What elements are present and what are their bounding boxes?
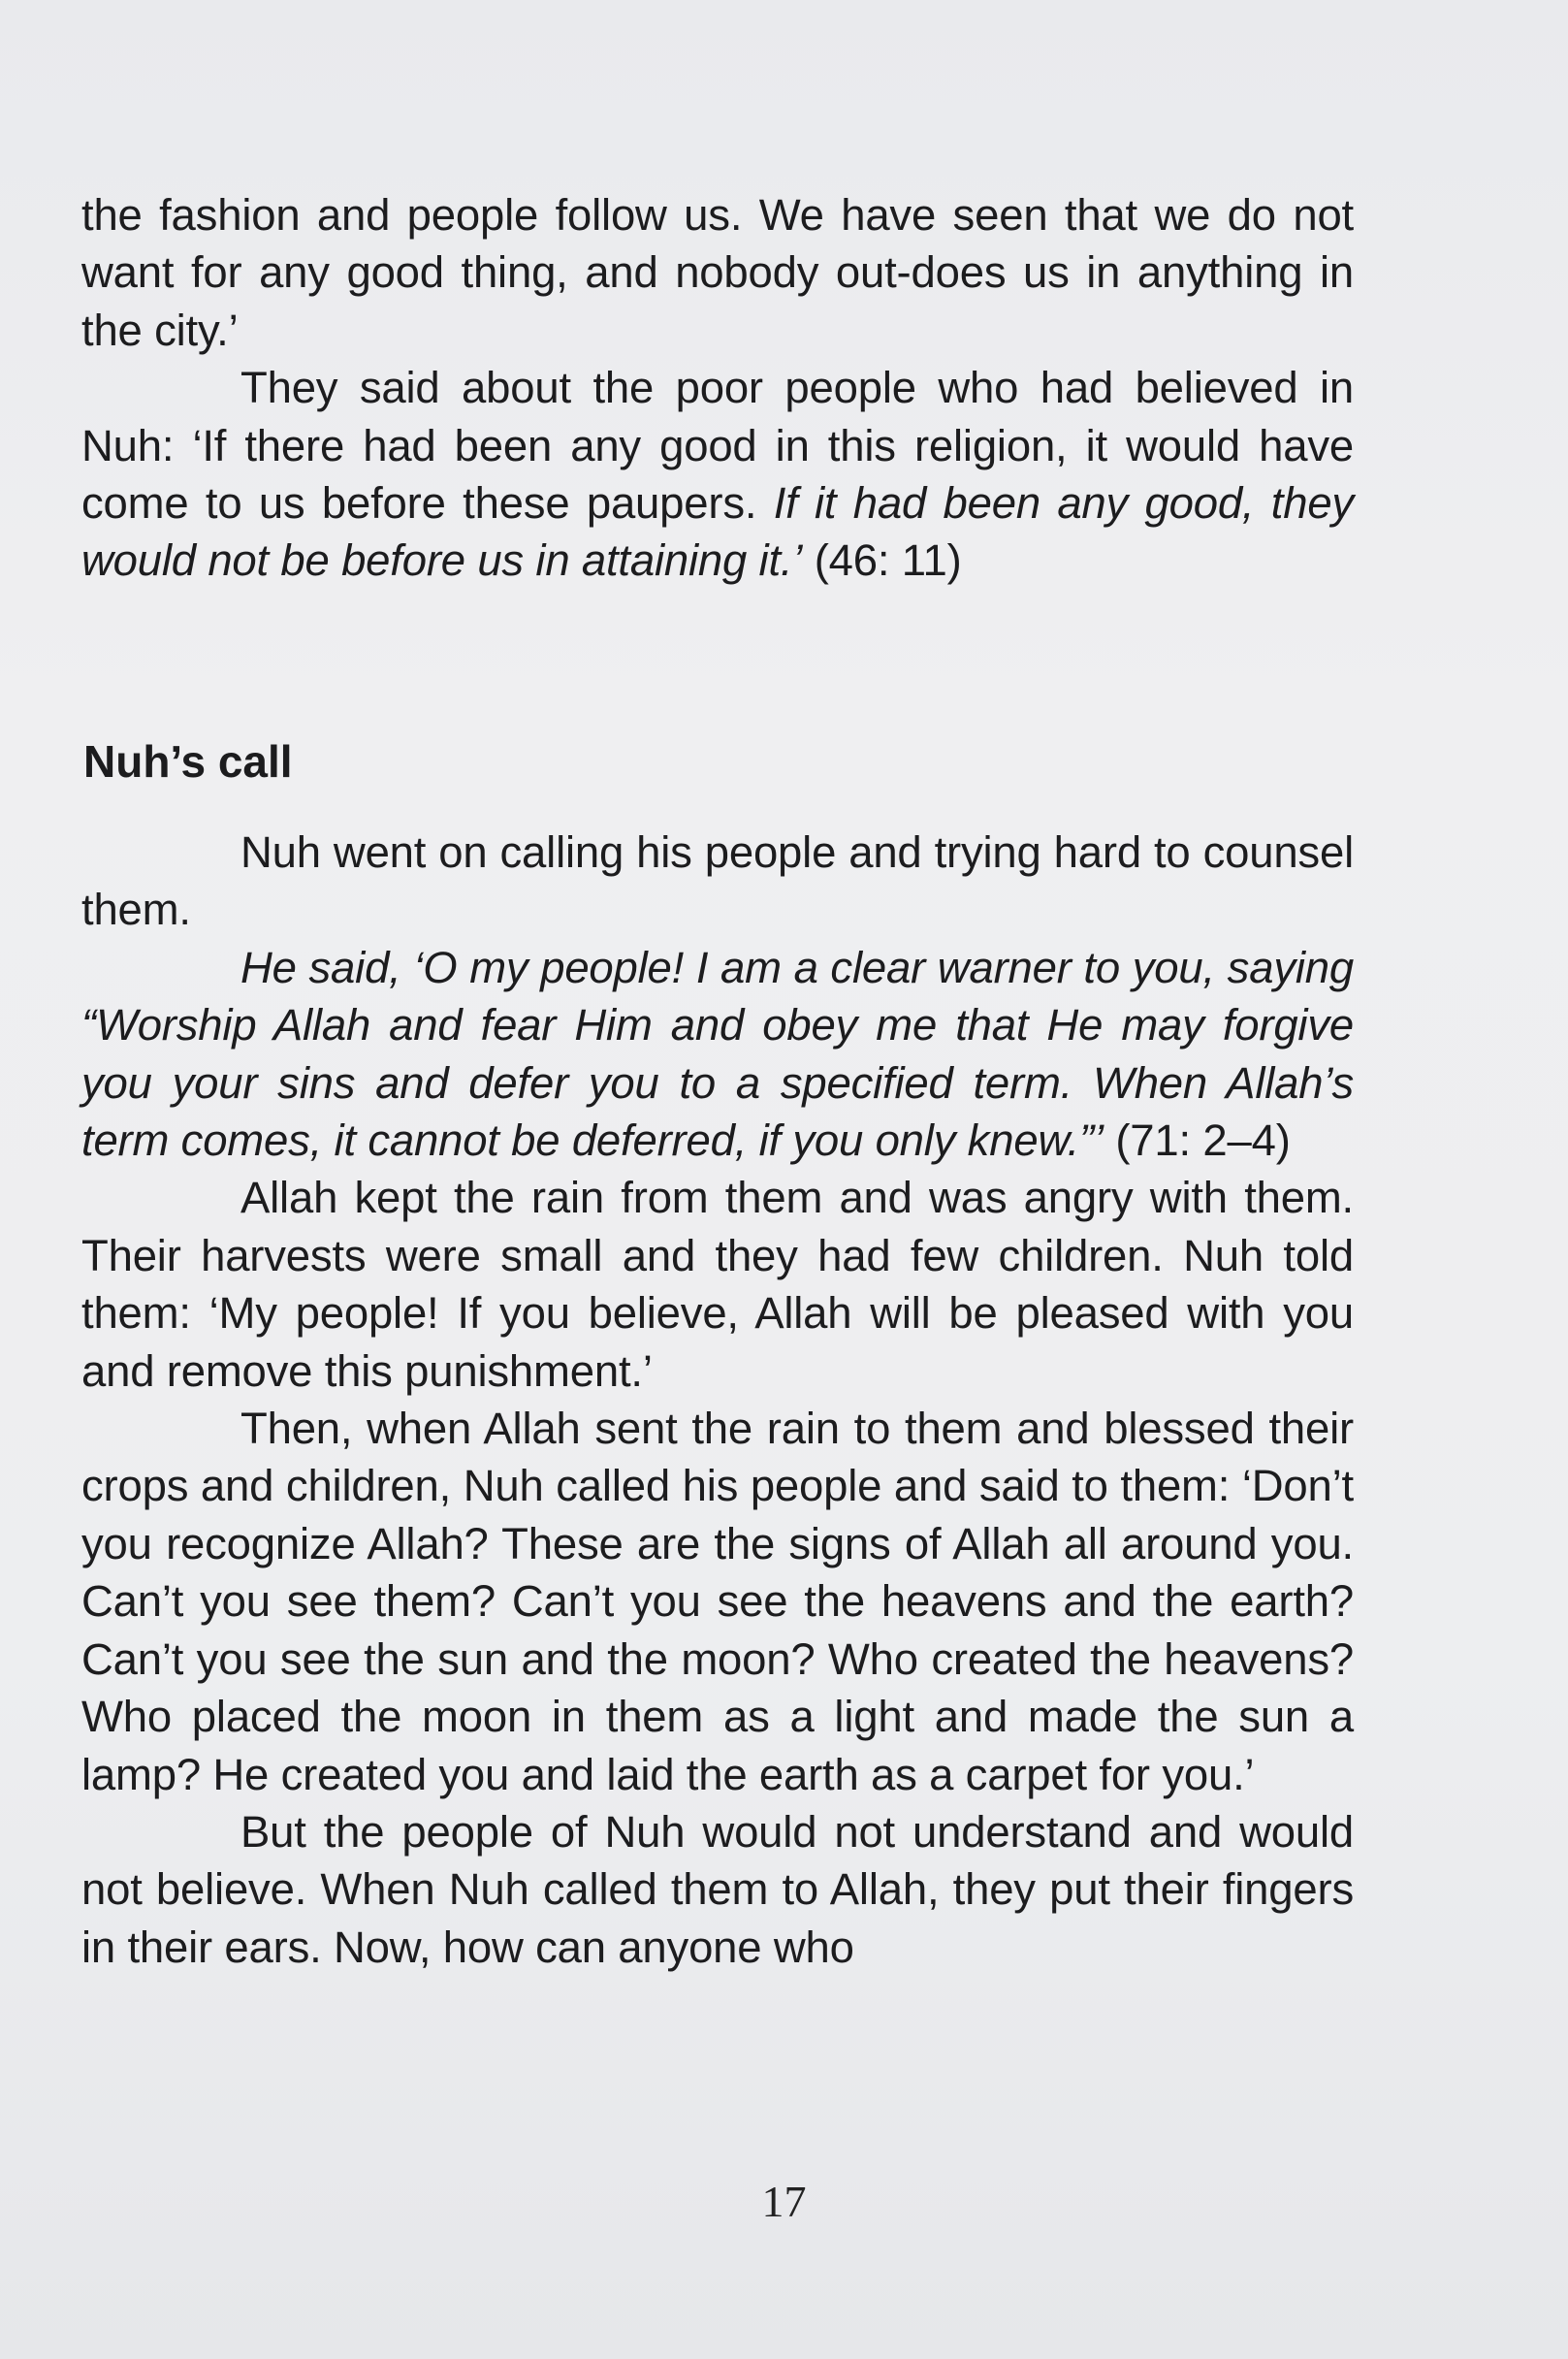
paragraph bbox=[81, 186, 1354, 359]
quoted-verse-text: He said, ‘O my people! I am a clear warner to you, saying “Worship Allah and fear Him and obey me that He may forgive you your sins and defer you to a specified term. When Allah’s term comes, it cannot be deferred, if you only knew.”’ bbox=[81, 942, 1354, 1166]
paragraph bbox=[81, 1803, 1354, 1976]
paragraph bbox=[81, 824, 1354, 939]
paragraph-text: Allah kept the rain from them and was angry with them. Their harvests were small and they had few children. Nuh told them: ‘My people! If you believe, Allah will be pleased with you and remove this punishment.’ bbox=[81, 1173, 1354, 1396]
page-number: 17 bbox=[761, 2177, 807, 2226]
paragraph-text: They said about the poor people who had believed in Nuh: ‘If there had been any good in this religion, it would have come to us before these paupers. bbox=[81, 363, 1354, 529]
body-text-main bbox=[81, 824, 1354, 1976]
paragraph-text: Nuh went on calling his people and trying hard to counsel them. bbox=[81, 827, 1354, 935]
paragraph-text: But the people of Nuh would not understand and would not believe. When Nuh called them to Allah, they put their fingers in their ears. Now, how can anyone who bbox=[81, 1806, 1354, 1972]
paragraph-text: Then, when Allah sent the rain to them and blessed their crops and children, Nuh called his people and said to them: ‘Don’t you recognize Allah? These are the signs of Allah all around you. Can’t you see them? Can’t you see the heavens and the earth? Can’t you see the sun and the moon? Who created the heavens? Who placed the moon in them as a light and made the sun a lamp? He created you and laid the earth as a carpet for you.’ bbox=[81, 1404, 1354, 1799]
quoted-verse-text: If it had been any good, they would not be before us in attaining it.’ bbox=[81, 478, 1354, 586]
paragraph bbox=[81, 939, 1354, 1170]
section-heading: Nuh’s call bbox=[83, 736, 293, 787]
paragraph-text: (71: 2–4) bbox=[1103, 1115, 1291, 1166]
paragraph-text: the fashion and people follow us. We have seen that we do not want for any good thing, and nobody out-does us in anything in the city.’ bbox=[81, 190, 1354, 355]
paragraph bbox=[81, 1169, 1354, 1400]
paragraph bbox=[81, 1400, 1354, 1803]
paragraph-text: (46: 11) bbox=[802, 535, 962, 586]
paragraph bbox=[81, 359, 1354, 590]
body-text-top bbox=[81, 186, 1354, 590]
